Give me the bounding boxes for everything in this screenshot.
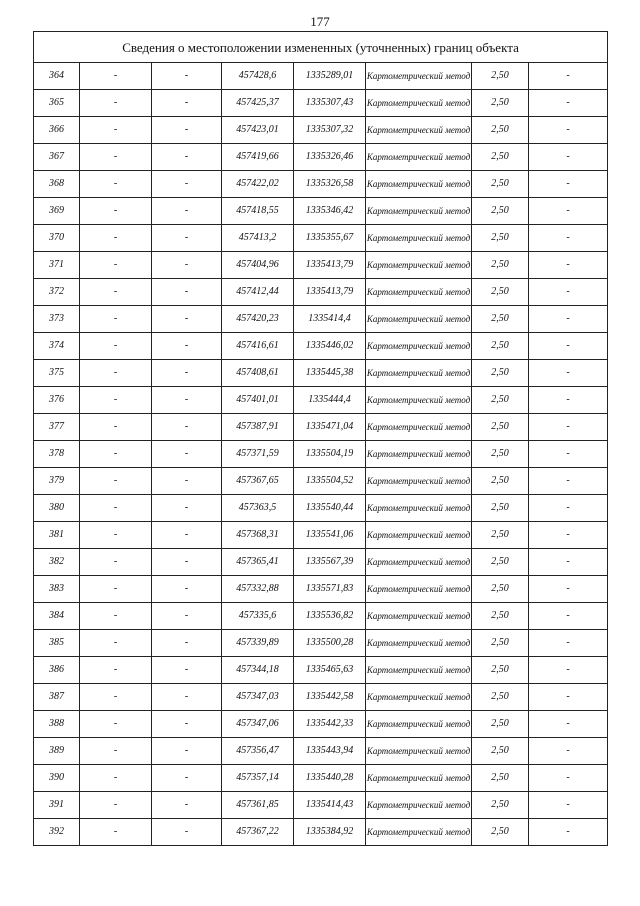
cell-prev-y: - [152, 441, 222, 468]
cell-method: Картометрический метод [366, 603, 472, 630]
cell-y-coordinate: 1335446,02 [294, 333, 366, 360]
cell-description: - [529, 387, 608, 414]
point-number: 370 [34, 225, 80, 252]
cell-description: - [529, 549, 608, 576]
cell-prev-x: - [80, 306, 152, 333]
cell-method: Картометрический метод [366, 306, 472, 333]
cell-y-coordinate: 1335445,38 [294, 360, 366, 387]
cell-prev-y: - [152, 522, 222, 549]
cell-y-coordinate: 1335307,43 [294, 90, 366, 117]
cell-y-coordinate: 1335465,63 [294, 657, 366, 684]
cell-prev-y: - [152, 333, 222, 360]
cell-method: Картометрический метод [366, 252, 472, 279]
cell-prev-x: - [80, 387, 152, 414]
cell-method: Картометрический метод [366, 414, 472, 441]
point-number: 389 [34, 738, 80, 765]
cell-description: - [529, 117, 608, 144]
cell-prev-y: - [152, 225, 222, 252]
table-row [34, 684, 608, 711]
cell-x-coordinate: 457428,6 [222, 63, 294, 90]
cell-method: Картометрический метод [366, 144, 472, 171]
cell-accuracy: 2,50 [472, 495, 529, 522]
cell-prev-x: - [80, 603, 152, 630]
cell-description: - [529, 333, 608, 360]
point-number: 373 [34, 306, 80, 333]
point-number: 368 [34, 171, 80, 198]
cell-x-coordinate: 457368,31 [222, 522, 294, 549]
cell-prev-y: - [152, 252, 222, 279]
cell-method: Картометрический метод [366, 333, 472, 360]
cell-x-coordinate: 457347,06 [222, 711, 294, 738]
cell-y-coordinate: 1335500,28 [294, 630, 366, 657]
cell-method: Картометрический метод [366, 279, 472, 306]
cell-accuracy: 2,50 [472, 549, 529, 576]
table-row [34, 225, 608, 252]
point-number: 365 [34, 90, 80, 117]
cell-y-coordinate: 1335536,82 [294, 603, 366, 630]
point-number: 384 [34, 603, 80, 630]
cell-prev-x: - [80, 711, 152, 738]
cell-prev-x: - [80, 90, 152, 117]
cell-prev-y: - [152, 657, 222, 684]
cell-accuracy: 2,50 [472, 684, 529, 711]
cell-method: Картометрический метод [366, 684, 472, 711]
cell-accuracy: 2,50 [472, 63, 529, 90]
cell-method: Картометрический метод [366, 63, 472, 90]
cell-method: Картометрический метод [366, 90, 472, 117]
cell-x-coordinate: 457412,44 [222, 279, 294, 306]
cell-prev-y: - [152, 549, 222, 576]
cell-method: Картометрический метод [366, 819, 472, 846]
cell-method: Картометрический метод [366, 495, 472, 522]
cell-y-coordinate: 1335326,46 [294, 144, 366, 171]
cell-y-coordinate: 1335414,43 [294, 792, 366, 819]
cell-accuracy: 2,50 [472, 657, 529, 684]
cell-prev-x: - [80, 630, 152, 657]
cell-x-coordinate: 457418,55 [222, 198, 294, 225]
page-number: 177 [310, 14, 330, 29]
cell-description: - [529, 657, 608, 684]
cell-x-coordinate: 457356,47 [222, 738, 294, 765]
cell-prev-y: - [152, 468, 222, 495]
cell-method: Картометрический метод [366, 468, 472, 495]
point-number: 367 [34, 144, 80, 171]
table-row [34, 414, 608, 441]
cell-prev-x: - [80, 252, 152, 279]
cell-x-coordinate: 457363,5 [222, 495, 294, 522]
cell-x-coordinate: 457425,37 [222, 90, 294, 117]
cell-method: Картометрический метод [366, 792, 472, 819]
cell-prev-x: - [80, 468, 152, 495]
cell-prev-x: - [80, 765, 152, 792]
cell-description: - [529, 819, 608, 846]
cell-method: Картометрический метод [366, 441, 472, 468]
cell-y-coordinate: 1335567,39 [294, 549, 366, 576]
cell-prev-y: - [152, 117, 222, 144]
table-row [34, 279, 608, 306]
cell-x-coordinate: 457347,03 [222, 684, 294, 711]
cell-description: - [529, 711, 608, 738]
cell-method: Картометрический метод [366, 549, 472, 576]
cell-x-coordinate: 457387,91 [222, 414, 294, 441]
cell-prev-x: - [80, 576, 152, 603]
boundary-coordinates-table [33, 31, 608, 846]
cell-y-coordinate: 1335442,33 [294, 711, 366, 738]
cell-method: Картометрический метод [366, 117, 472, 144]
point-number: 374 [34, 333, 80, 360]
cell-prev-x: - [80, 549, 152, 576]
point-number: 381 [34, 522, 80, 549]
cell-prev-y: - [152, 576, 222, 603]
cell-y-coordinate: 1335571,83 [294, 576, 366, 603]
cell-prev-y: - [152, 63, 222, 90]
cell-x-coordinate: 457423,01 [222, 117, 294, 144]
cell-method: Картометрический метод [366, 522, 472, 549]
table-row [34, 711, 608, 738]
cell-prev-y: - [152, 360, 222, 387]
cell-y-coordinate: 1335540,44 [294, 495, 366, 522]
cell-x-coordinate: 457332,88 [222, 576, 294, 603]
table-row [34, 792, 608, 819]
cell-prev-y: - [152, 711, 222, 738]
table-row [34, 387, 608, 414]
cell-prev-x: - [80, 117, 152, 144]
cell-accuracy: 2,50 [472, 117, 529, 144]
cell-y-coordinate: 1335355,67 [294, 225, 366, 252]
cell-x-coordinate: 457367,22 [222, 819, 294, 846]
cell-description: - [529, 684, 608, 711]
cell-x-coordinate: 457365,41 [222, 549, 294, 576]
cell-prev-y: - [152, 684, 222, 711]
cell-x-coordinate: 457404,96 [222, 252, 294, 279]
cell-description: - [529, 603, 608, 630]
point-number: 378 [34, 441, 80, 468]
cell-description: - [529, 468, 608, 495]
point-number: 383 [34, 576, 80, 603]
cell-accuracy: 2,50 [472, 198, 529, 225]
cell-y-coordinate: 1335413,79 [294, 252, 366, 279]
cell-prev-y: - [152, 279, 222, 306]
table-row [34, 468, 608, 495]
table-title: Сведения о местоположении измененных (уточненных) границ объекта [34, 32, 608, 63]
cell-accuracy: 2,50 [472, 144, 529, 171]
cell-prev-x: - [80, 441, 152, 468]
cell-x-coordinate: 457416,61 [222, 333, 294, 360]
table-row [34, 117, 608, 144]
cell-prev-x: - [80, 360, 152, 387]
cell-prev-y: - [152, 90, 222, 117]
cell-description: - [529, 63, 608, 90]
cell-description: - [529, 279, 608, 306]
table-row [34, 522, 608, 549]
cell-x-coordinate: 457357,14 [222, 765, 294, 792]
cell-method: Картометрический метод [366, 171, 472, 198]
cell-description: - [529, 144, 608, 171]
cell-prev-x: - [80, 414, 152, 441]
cell-y-coordinate: 1335442,58 [294, 684, 366, 711]
cell-accuracy: 2,50 [472, 765, 529, 792]
table-row [34, 63, 608, 90]
cell-y-coordinate: 1335384,92 [294, 819, 366, 846]
point-number: 376 [34, 387, 80, 414]
point-number: 382 [34, 549, 80, 576]
cell-method: Картометрический метод [366, 387, 472, 414]
cell-method: Картометрический метод [366, 765, 472, 792]
cell-prev-y: - [152, 306, 222, 333]
cell-prev-x: - [80, 738, 152, 765]
cell-description: - [529, 765, 608, 792]
cell-y-coordinate: 1335443,94 [294, 738, 366, 765]
cell-x-coordinate: 457413,2 [222, 225, 294, 252]
cell-accuracy: 2,50 [472, 360, 529, 387]
cell-prev-y: - [152, 603, 222, 630]
cell-prev-y: - [152, 414, 222, 441]
cell-description: - [529, 252, 608, 279]
cell-y-coordinate: 1335414,4 [294, 306, 366, 333]
cell-y-coordinate: 1335541,06 [294, 522, 366, 549]
table-row [34, 252, 608, 279]
cell-x-coordinate: 457401,01 [222, 387, 294, 414]
table-row [34, 603, 608, 630]
point-number: 380 [34, 495, 80, 522]
cell-y-coordinate: 1335413,79 [294, 279, 366, 306]
point-number: 386 [34, 657, 80, 684]
cell-description: - [529, 306, 608, 333]
cell-prev-x: - [80, 522, 152, 549]
point-number: 379 [34, 468, 80, 495]
point-number: 388 [34, 711, 80, 738]
cell-prev-x: - [80, 279, 152, 306]
table-row [34, 333, 608, 360]
point-number: 366 [34, 117, 80, 144]
cell-description: - [529, 414, 608, 441]
cell-prev-x: - [80, 657, 152, 684]
point-number: 375 [34, 360, 80, 387]
cell-accuracy: 2,50 [472, 576, 529, 603]
cell-accuracy: 2,50 [472, 279, 529, 306]
cell-prev-x: - [80, 63, 152, 90]
point-number: 391 [34, 792, 80, 819]
cell-prev-x: - [80, 819, 152, 846]
cell-prev-y: - [152, 198, 222, 225]
cell-y-coordinate: 1335307,32 [294, 117, 366, 144]
table-row [34, 549, 608, 576]
cell-prev-x: - [80, 333, 152, 360]
cell-y-coordinate: 1335440,28 [294, 765, 366, 792]
cell-accuracy: 2,50 [472, 603, 529, 630]
cell-prev-y: - [152, 171, 222, 198]
cell-accuracy: 2,50 [472, 711, 529, 738]
cell-prev-y: - [152, 792, 222, 819]
cell-accuracy: 2,50 [472, 225, 529, 252]
cell-prev-x: - [80, 144, 152, 171]
cell-prev-y: - [152, 765, 222, 792]
table-row [34, 171, 608, 198]
point-number: 390 [34, 765, 80, 792]
cell-description: - [529, 225, 608, 252]
cell-description: - [529, 171, 608, 198]
cell-prev-y: - [152, 819, 222, 846]
point-number: 387 [34, 684, 80, 711]
cell-prev-y: - [152, 630, 222, 657]
cell-description: - [529, 360, 608, 387]
cell-prev-y: - [152, 495, 222, 522]
cell-description: - [529, 90, 608, 117]
cell-x-coordinate: 457344,18 [222, 657, 294, 684]
cell-x-coordinate: 457422,02 [222, 171, 294, 198]
table-row [34, 441, 608, 468]
cell-method: Картометрический метод [366, 657, 472, 684]
cell-method: Картометрический метод [366, 738, 472, 765]
cell-x-coordinate: 457371,59 [222, 441, 294, 468]
cell-accuracy: 2,50 [472, 252, 529, 279]
cell-method: Картометрический метод [366, 630, 472, 657]
cell-accuracy: 2,50 [472, 630, 529, 657]
cell-accuracy: 2,50 [472, 306, 529, 333]
cell-accuracy: 2,50 [472, 171, 529, 198]
cell-accuracy: 2,50 [472, 333, 529, 360]
cell-description: - [529, 792, 608, 819]
cell-accuracy: 2,50 [472, 522, 529, 549]
point-number: 385 [34, 630, 80, 657]
cell-prev-x: - [80, 171, 152, 198]
cell-accuracy: 2,50 [472, 468, 529, 495]
cell-accuracy: 2,50 [472, 819, 529, 846]
cell-description: - [529, 198, 608, 225]
cell-x-coordinate: 457339,89 [222, 630, 294, 657]
cell-description: - [529, 576, 608, 603]
cell-accuracy: 2,50 [472, 441, 529, 468]
cell-y-coordinate: 1335444,4 [294, 387, 366, 414]
table-row [34, 765, 608, 792]
cell-method: Картометрический метод [366, 576, 472, 603]
point-number: 371 [34, 252, 80, 279]
point-number: 392 [34, 819, 80, 846]
cell-y-coordinate: 1335346,42 [294, 198, 366, 225]
cell-x-coordinate: 457408,61 [222, 360, 294, 387]
cell-accuracy: 2,50 [472, 738, 529, 765]
table-row [34, 90, 608, 117]
cell-y-coordinate: 1335504,52 [294, 468, 366, 495]
cell-y-coordinate: 1335326,58 [294, 171, 366, 198]
cell-description: - [529, 630, 608, 657]
cell-prev-x: - [80, 495, 152, 522]
cell-y-coordinate: 1335471,04 [294, 414, 366, 441]
table-row [34, 198, 608, 225]
table-row [34, 630, 608, 657]
table-row [34, 306, 608, 333]
cell-method: Картометрический метод [366, 225, 472, 252]
cell-description: - [529, 522, 608, 549]
cell-x-coordinate: 457361,85 [222, 792, 294, 819]
cell-accuracy: 2,50 [472, 792, 529, 819]
cell-x-coordinate: 457419,66 [222, 144, 294, 171]
cell-method: Картометрический метод [366, 198, 472, 225]
table-row [34, 495, 608, 522]
cell-method: Картометрический метод [366, 360, 472, 387]
cell-description: - [529, 738, 608, 765]
point-number: 369 [34, 198, 80, 225]
cell-prev-y: - [152, 144, 222, 171]
cell-accuracy: 2,50 [472, 90, 529, 117]
cell-accuracy: 2,50 [472, 414, 529, 441]
cell-prev-x: - [80, 792, 152, 819]
point-number: 377 [34, 414, 80, 441]
table-row [34, 576, 608, 603]
cell-prev-y: - [152, 387, 222, 414]
cell-description: - [529, 495, 608, 522]
cell-x-coordinate: 457420,23 [222, 306, 294, 333]
cell-prev-x: - [80, 684, 152, 711]
cell-accuracy: 2,50 [472, 387, 529, 414]
cell-prev-x: - [80, 225, 152, 252]
table-row [34, 144, 608, 171]
cell-y-coordinate: 1335504,19 [294, 441, 366, 468]
table-title-row [34, 32, 608, 63]
cell-x-coordinate: 457367,65 [222, 468, 294, 495]
cell-prev-y: - [152, 738, 222, 765]
point-number: 372 [34, 279, 80, 306]
cell-y-coordinate: 1335289,01 [294, 63, 366, 90]
point-number: 364 [34, 63, 80, 90]
cell-x-coordinate: 457335,6 [222, 603, 294, 630]
cell-description: - [529, 441, 608, 468]
table-row [34, 360, 608, 387]
cell-method: Картометрический метод [366, 711, 472, 738]
cell-prev-x: - [80, 198, 152, 225]
table-row [34, 819, 608, 846]
table-row [34, 738, 608, 765]
table-row [34, 657, 608, 684]
